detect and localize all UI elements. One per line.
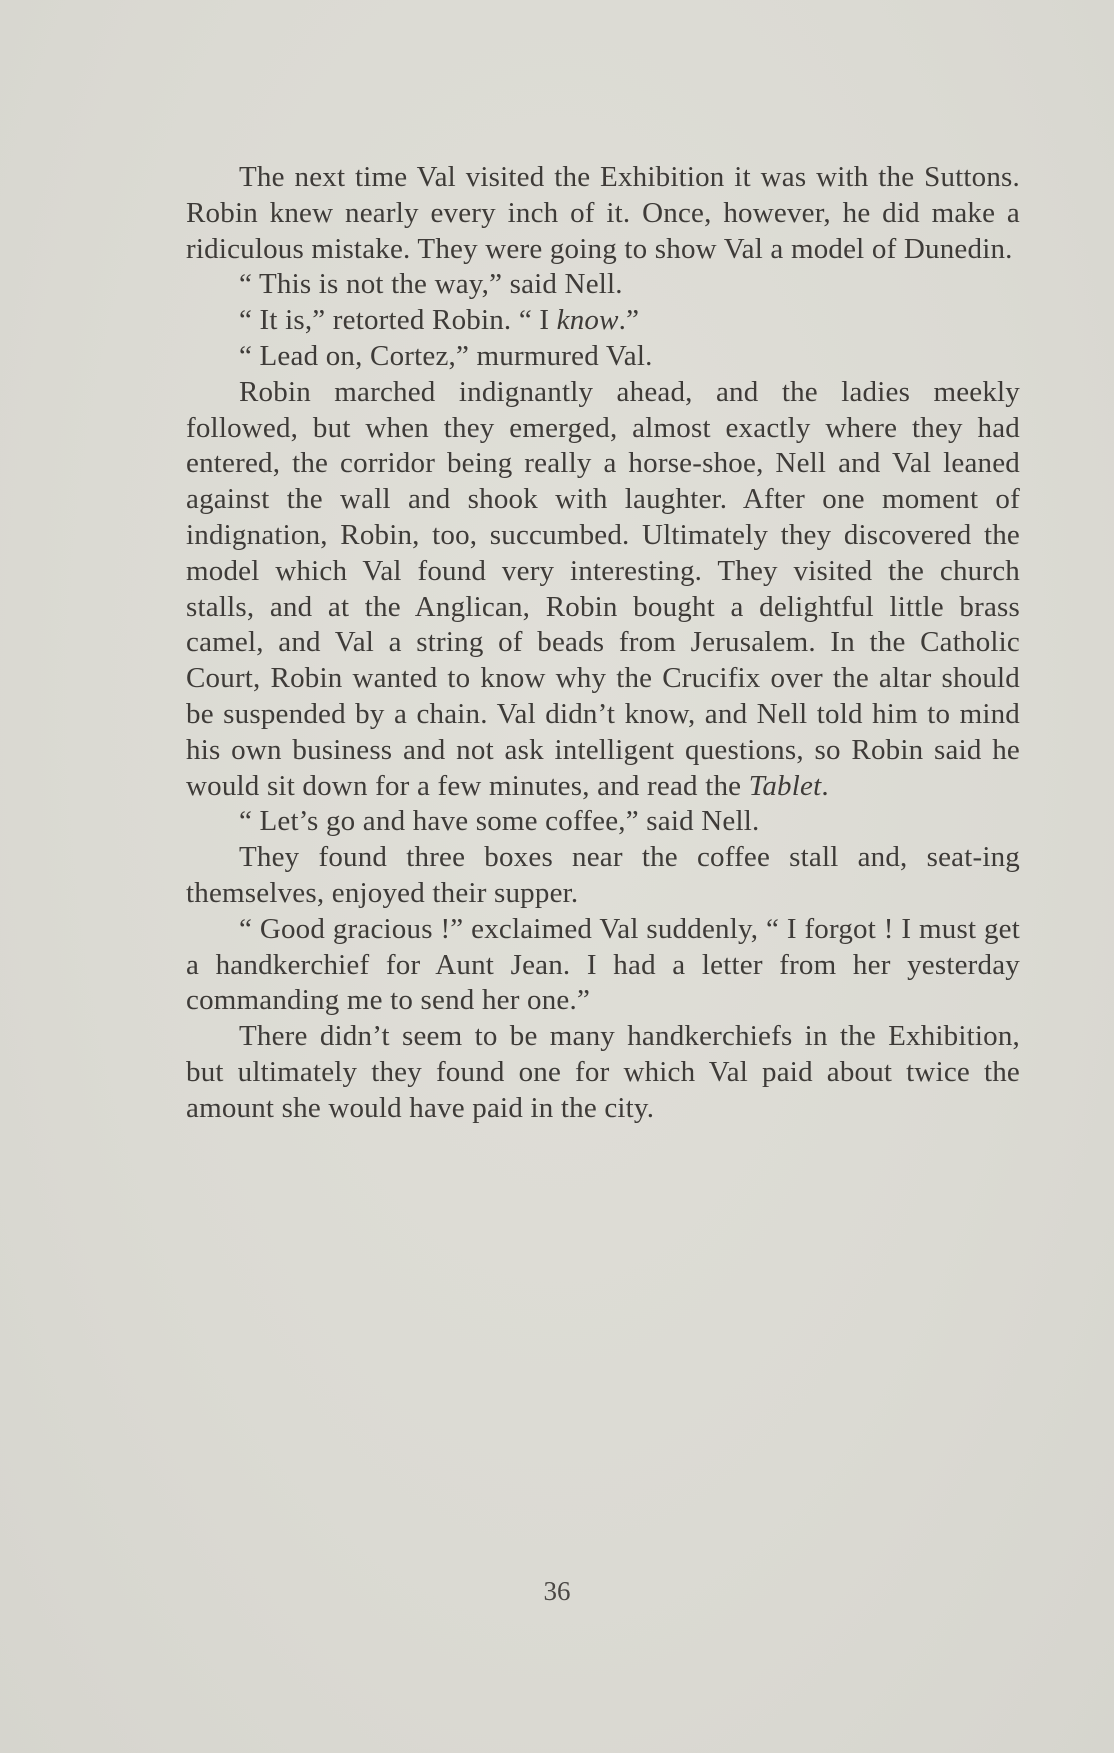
paragraph-4: “ Lead on, Cortez,” murmured Val.: [239, 339, 653, 372]
paragraph-3: [186, 303, 1020, 339]
body-text: [186, 160, 1020, 1127]
paragraph-7: They found three boxes near the coffee stall and, seat-ing themselves, enjoyed their supper.: [186, 841, 1020, 909]
paragraph-6: “ Let’s go and have some coffee,” said Nell.: [239, 805, 760, 838]
paragraph-8: “ Good gracious !” exclaimed Val suddenly, “ I forgot ! I must get a handkerchief for Aunt Jean. I had a letter from her yesterday commanding me to send her one.”: [186, 912, 1020, 1017]
paragraph-3-text: “ It is,” retorted Robin. “ I: [239, 304, 557, 337]
paragraph-5-tail: .: [821, 769, 829, 802]
italic-know: know: [556, 304, 619, 337]
paragraph-9: There didn’t seem to be many handkerchiefs in the Exhibition, but ultimately they found one for which Val paid about twice the amount she would have paid in the city.: [186, 1020, 1020, 1124]
paragraph-2: “ This is not the way,” said Nell.: [239, 268, 623, 301]
page-number: 36: [543, 1576, 571, 1606]
italic-tablet: Tablet: [748, 769, 822, 802]
paragraph-5-text: Robin marched indignantly ahead, and the ladies meekly followed, but when they emerged, almost exactly where they had entered, the corridor being really a horse-shoe, Nell and Val leaned against the wall and shook with laughter. After one moment of indignation, Robin, too, succumbed. Ultimately they discovered the model which Val found very interesting. They visited the church stalls, and at the Anglican, Robin bought a delightful little brass camel, and Val a string of beads from Jerusalem. In the Catholic Court, Robin wanted to know why the Crucifix over the altar should be suspended by a chain. Val didn’t know, and Nell told him to mind his own business and not ask intelligent questions, so Robin said he would sit down for a few minutes, and read the: [186, 375, 1020, 802]
paragraph-5: [186, 375, 1020, 805]
paragraph-3-tail: .”: [618, 304, 640, 337]
paragraph-1: The next time Val visited the Exhibition it was with the Suttons. Robin knew nearly every inch of it. Once, however, he did make a ridiculous mistake. They were going to show Val a model of Dunedin.: [186, 161, 1020, 265]
